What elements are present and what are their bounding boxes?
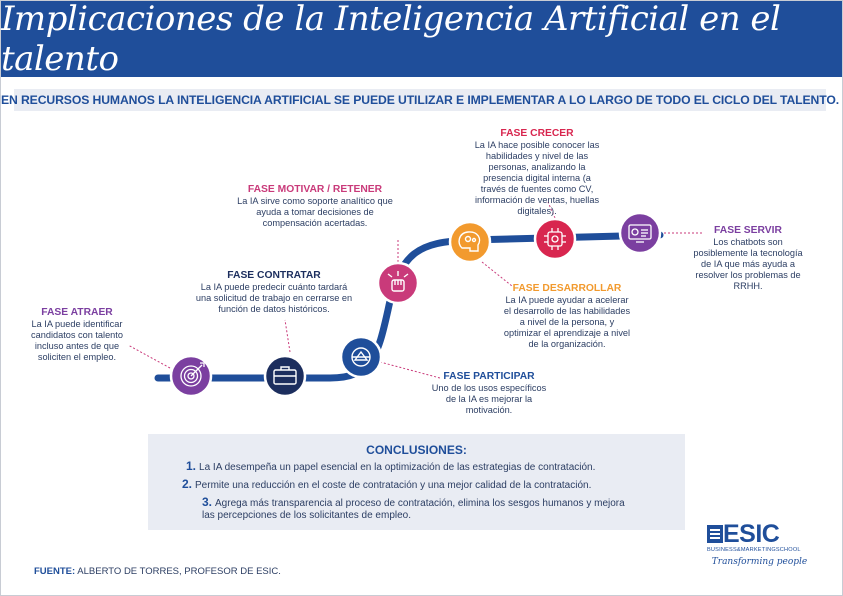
phase-description: La IA puede identificar candidatos con talento incluso antes de que soliciten el empleo.: [31, 319, 123, 362]
conclusion-number: 2.: [182, 477, 193, 491]
phase-motivar: [232, 184, 398, 229]
phase-node-desarrollar: [450, 222, 490, 262]
phase-title: FASE PARTICIPAR: [443, 371, 535, 382]
esic-logo: [707, 521, 812, 575]
phase-node-atraer: [171, 356, 211, 396]
phase-title: FASE ATRAER: [41, 307, 113, 318]
logo-mark: [707, 521, 812, 547]
subtitle-banner: EN RECURSOS HUMANOS LA INTELIGENCIA ARTIFICIAL SE PUEDE UTILIZAR E IMPLEMENTAR A LO LARGO DE TODO EL CICLO DEL TALENTO.: [14, 89, 826, 111]
conclusion-text: Permite una reducción en el coste de contratación y una mejor calidad de la contratación.: [195, 480, 592, 491]
phase-description: La IA hace posible conocer las habilidades y nivel de las personas, analizando la presencia digital interna (a través de fuentes como CV, información de ventas, huellas digitales).: [474, 140, 600, 216]
conclusions-title: CONCLUSIONES:: [366, 443, 467, 457]
phase-desarrollar: [502, 283, 632, 350]
phase-description: Uno de los usos específicos de la IA es mejorar la motivación.: [431, 383, 547, 415]
conclusions-panel: [148, 434, 685, 530]
phase-description: La IA puede ayudar a acelerar el desarrollo de las habilidades a nivel de la persona, y optimizar el aprendizaje a nivel de la organización.: [503, 295, 631, 349]
phase-title: FASE DESARROLLAR: [512, 283, 622, 294]
phase-title: FASE CONTRATAR: [227, 270, 321, 281]
page-title: Implicaciones de la Inteligencia Artificial en el talento: [1, 0, 781, 79]
conclusion-text: La IA desempeña un papel esencial en la optimización de las estrategias de contratación.: [199, 462, 596, 473]
logo-slogan: Transforming people: [711, 557, 808, 567]
conclusion-number: 1.: [186, 459, 197, 473]
phase-node-participar: [341, 337, 381, 377]
conclusion-item-2: [182, 478, 672, 492]
phase-node-contratar: [265, 356, 305, 396]
phase-node-servir: [620, 213, 660, 253]
phase-title: FASE MOTIVAR / RETENER: [247, 184, 383, 195]
phase-title: FASE SERVIR: [714, 225, 782, 236]
phase-title: FASE CRECER: [500, 128, 574, 139]
phase-node-motivar: [378, 263, 418, 303]
phase-atraer: [18, 307, 136, 363]
phase-crecer: [470, 128, 604, 217]
phase-description: La IA sirve como soporte analítico que ayuda a tomar decisiones de compensación acertadas.: [237, 196, 393, 228]
logo-text: ESIC: [723, 520, 780, 548]
conclusion-item-1: [186, 460, 666, 474]
logo-emblem-icon: [707, 525, 723, 543]
phase-node-crecer: [535, 219, 575, 259]
phase-contratar: [194, 270, 354, 315]
source-label: FUENTE:: [34, 566, 76, 577]
logo-subtitle: BUSINESS&MARKETINGSCHOOL: [707, 547, 801, 553]
phase-description: La IA puede predecir cuánto tardará una solicitud de trabajo en cerrarse en función de datos históricos.: [195, 282, 353, 314]
phase-servir: [688, 225, 808, 292]
phase-participar: [428, 371, 550, 416]
source-text: ALBERTO DE TORRES, PROFESOR DE ESIC.: [77, 566, 281, 577]
conclusion-item-3: [202, 496, 632, 522]
connector-contratar: [285, 320, 290, 352]
phase-description: Los chatbots son posiblemente la tecnología de IA que más ayuda a resolver los problemas de RRHH.: [693, 237, 803, 291]
conclusion-number: 3.: [202, 495, 213, 509]
conclusion-text: Agrega más transparencia al proceso de contratación, elimina los sesgos humanos y mejora las percepciones de los solicitantes de empleo.: [202, 498, 625, 521]
source-credit: [34, 566, 281, 577]
